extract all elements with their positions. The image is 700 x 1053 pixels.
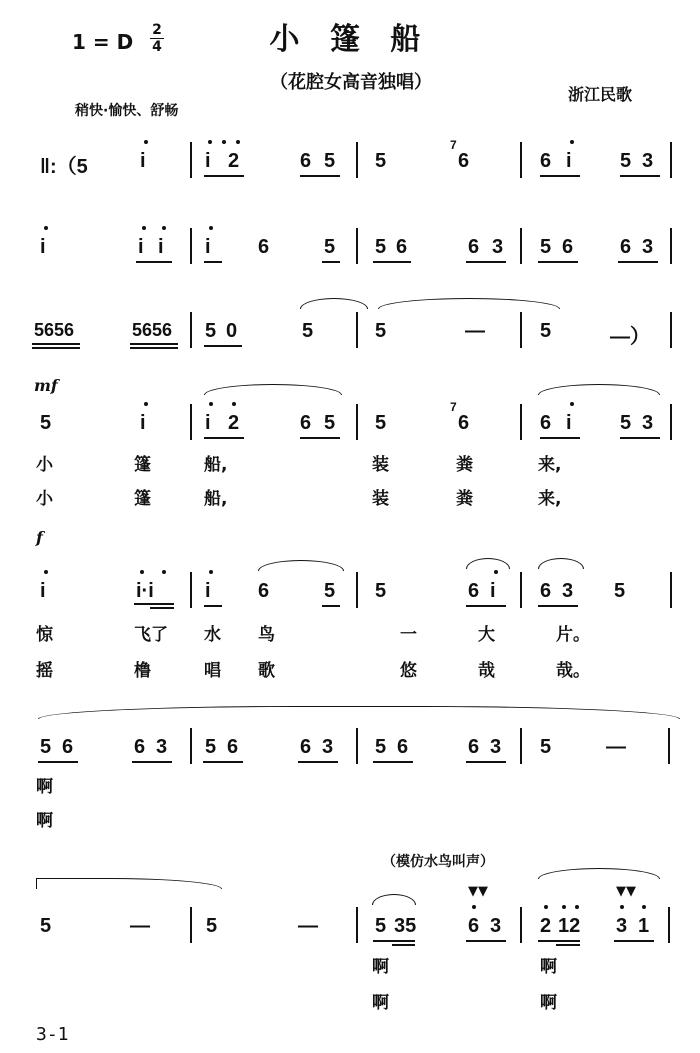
underline — [203, 761, 243, 763]
staccato-wedge-icon: ▼▼ — [468, 884, 488, 899]
note: 5 — [324, 236, 336, 258]
lyric: 啊 — [372, 993, 389, 1013]
note: 5 — [375, 736, 387, 758]
underline — [300, 437, 340, 439]
note: 6 — [468, 915, 480, 937]
underline — [620, 175, 660, 177]
note: 6 — [468, 236, 480, 258]
barline — [356, 728, 358, 764]
dynamic-f: f — [36, 528, 43, 547]
time-signature-top: 2 — [152, 22, 162, 38]
octave-dot — [570, 402, 574, 406]
lyric: 来, — [538, 455, 562, 475]
lyric: 飞了 — [134, 625, 168, 645]
note: 6 — [468, 580, 480, 602]
underline — [466, 940, 506, 942]
note: 5 — [375, 236, 387, 258]
octave-dot — [209, 402, 213, 406]
barline — [520, 907, 522, 943]
note: 6 — [300, 150, 312, 172]
note: 5 — [540, 736, 552, 758]
note: 3 — [616, 915, 628, 937]
note: 5 — [375, 915, 387, 937]
octave-dot — [642, 905, 646, 909]
barline — [668, 728, 670, 764]
tie — [300, 298, 368, 309]
note: 6 — [227, 736, 239, 758]
note: 2 — [228, 150, 240, 172]
barline — [670, 312, 672, 348]
barline — [356, 142, 358, 178]
performance-remark: （模仿水鸟叫声） — [382, 854, 494, 870]
note: 6 — [562, 236, 574, 258]
slur — [466, 558, 510, 569]
slur — [372, 894, 416, 905]
underline — [618, 261, 658, 263]
note: i — [205, 236, 211, 258]
note: 5 — [540, 320, 552, 342]
barline — [670, 142, 672, 178]
lyric: 哉 — [478, 661, 495, 681]
note: 6 — [458, 150, 470, 172]
underline — [204, 261, 222, 263]
lyric: 船, — [204, 455, 228, 475]
barline — [670, 404, 672, 440]
song-subtitle: （花腔女高音独唱） — [270, 72, 432, 93]
barline — [520, 572, 522, 608]
note: 5 — [375, 580, 387, 602]
barline — [670, 228, 672, 264]
underline — [620, 437, 660, 439]
underline — [614, 940, 654, 942]
tie — [36, 878, 222, 889]
note: 2 — [228, 412, 240, 434]
octave-dot — [236, 140, 240, 144]
underline — [32, 347, 80, 349]
underline — [300, 175, 340, 177]
underline — [322, 261, 340, 263]
note: 0 — [226, 320, 238, 342]
note: i — [205, 580, 211, 602]
note: 5 — [40, 915, 52, 937]
note: 3 — [642, 150, 654, 172]
note: 5 — [324, 580, 336, 602]
note: — — [130, 915, 150, 937]
note: 6 — [540, 580, 552, 602]
tempo-marking: 稍快·愉快、舒畅 — [75, 103, 179, 119]
underline — [130, 343, 178, 345]
note: 5656 — [132, 320, 173, 340]
barline — [520, 228, 522, 264]
note: 3 — [490, 915, 502, 937]
note: 6 — [397, 736, 409, 758]
note: 3 — [156, 736, 168, 758]
note: — — [298, 915, 318, 937]
note: 6 — [458, 412, 470, 434]
octave-dot — [208, 140, 212, 144]
note: i — [566, 150, 572, 172]
underline — [540, 437, 580, 439]
note: 6 — [540, 150, 552, 172]
underline — [373, 261, 411, 263]
underline — [204, 605, 222, 607]
barline — [356, 404, 358, 440]
lyric: 片。 — [556, 625, 590, 645]
note: 12 — [558, 915, 581, 937]
underline — [204, 175, 244, 177]
time-signature — [150, 22, 164, 55]
note: i·i — [136, 580, 154, 602]
note: 3 — [492, 236, 504, 258]
underline — [130, 347, 178, 349]
octave-dot — [44, 226, 48, 230]
note: i — [138, 236, 144, 258]
lyric: 歌 — [258, 661, 275, 681]
barline — [356, 572, 358, 608]
octave-dot — [494, 570, 498, 574]
octave-dot — [144, 140, 148, 144]
barline — [190, 142, 192, 178]
lyric: 啊 — [540, 957, 557, 977]
octave-dot — [162, 226, 166, 230]
underline — [373, 761, 413, 763]
page-number: 3-1 — [36, 1024, 69, 1045]
lyric: 一 — [400, 625, 417, 645]
note: 1 — [638, 915, 650, 937]
lyric: 小 — [36, 489, 53, 509]
underline — [134, 603, 174, 605]
note: 6 — [540, 412, 552, 434]
underline — [32, 343, 80, 345]
octave-dot — [140, 570, 144, 574]
note: 5 — [324, 150, 336, 172]
lyric: 啊 — [36, 777, 53, 797]
underline — [538, 261, 578, 263]
note: i — [205, 150, 211, 172]
barline — [190, 312, 192, 348]
lyric: 哉。 — [556, 661, 590, 681]
lyric: 啊 — [36, 811, 53, 831]
barline — [190, 728, 192, 764]
barline — [190, 404, 192, 440]
underline — [322, 605, 340, 607]
octave-dot — [144, 402, 148, 406]
note: — — [606, 736, 626, 758]
octave-dot — [544, 905, 548, 909]
octave-dot — [620, 905, 624, 909]
note: 5 — [375, 412, 387, 434]
underline — [556, 944, 580, 946]
note: i — [566, 412, 572, 434]
note: 6 — [300, 412, 312, 434]
staccato-wedge-icon: ▼▼ — [616, 884, 636, 899]
underline — [373, 940, 415, 942]
octave-dot — [142, 226, 146, 230]
lyric: 大 — [478, 625, 495, 645]
slur — [258, 560, 344, 571]
octave-dot — [562, 905, 566, 909]
octave-dot — [575, 905, 579, 909]
note: i — [140, 150, 146, 172]
lyric: 鸟 — [258, 625, 275, 645]
lyric: 水 — [204, 625, 221, 645]
lyric: 小 — [36, 455, 53, 475]
octave-dot — [209, 226, 213, 230]
lyric: 装 — [372, 455, 389, 475]
underline — [38, 761, 78, 763]
lyric: 粪 — [456, 489, 473, 509]
note: ‖:（5 — [40, 156, 88, 178]
note: 5 — [324, 412, 336, 434]
lyric: 啊 — [540, 993, 557, 1013]
note: 2 — [540, 915, 552, 937]
note: 3 — [490, 736, 502, 758]
underline — [132, 761, 172, 763]
underline — [204, 345, 242, 347]
grace-note: 7 — [450, 400, 457, 414]
lyric: 篷 — [134, 489, 151, 509]
note: i — [40, 236, 46, 258]
barline — [520, 728, 522, 764]
octave-dot — [472, 905, 476, 909]
time-signature-bottom: 4 — [150, 38, 164, 55]
slur — [538, 868, 660, 879]
underline — [392, 944, 415, 946]
lyric: 橹 — [134, 661, 151, 681]
octave-dot — [570, 140, 574, 144]
note: 3 — [322, 736, 334, 758]
barline — [356, 312, 358, 348]
octave-dot — [162, 570, 166, 574]
note: 5 — [620, 150, 632, 172]
note: 3 — [642, 412, 654, 434]
note: 5 — [614, 580, 626, 602]
note: —） — [610, 326, 650, 348]
octave-dot — [44, 570, 48, 574]
barline — [520, 142, 522, 178]
barline — [520, 312, 522, 348]
note: 6 — [468, 736, 480, 758]
slur — [38, 706, 680, 719]
note: 6 — [620, 236, 632, 258]
slur — [204, 384, 342, 395]
note: 5 — [205, 736, 217, 758]
octave-dot — [232, 402, 236, 406]
note: 6 — [258, 580, 270, 602]
note: 6 — [300, 736, 312, 758]
underline — [150, 607, 174, 609]
underline — [204, 437, 244, 439]
dynamic-mf: mf — [34, 376, 58, 395]
underline — [136, 261, 172, 263]
lyric: 船, — [204, 489, 228, 509]
barline — [190, 228, 192, 264]
note: 5 — [205, 320, 217, 342]
note: 6 — [62, 736, 74, 758]
barline — [520, 404, 522, 440]
note: — — [465, 320, 485, 342]
barline — [668, 907, 670, 943]
underline — [466, 261, 506, 263]
octave-dot — [222, 140, 226, 144]
note: 3 — [642, 236, 654, 258]
note: 6 — [258, 236, 270, 258]
note: 5 — [540, 236, 552, 258]
note: i — [40, 580, 46, 602]
note: i — [205, 412, 211, 434]
lyric: 来, — [538, 489, 562, 509]
lyric: 悠 — [400, 661, 417, 681]
barline — [190, 907, 192, 943]
octave-dot — [209, 570, 213, 574]
underline — [466, 761, 506, 763]
note: 5 — [375, 150, 387, 172]
underline — [466, 605, 506, 607]
note: 6 — [396, 236, 408, 258]
note: i — [490, 580, 496, 602]
underline — [298, 761, 338, 763]
lyric: 摇 — [36, 661, 53, 681]
underline — [538, 605, 578, 607]
slur — [538, 384, 660, 395]
note: 6 — [134, 736, 146, 758]
key-signature: 1 = D — [72, 30, 134, 54]
note: 5 — [302, 320, 314, 342]
note: 5 — [206, 915, 218, 937]
note: 5 — [40, 412, 52, 434]
song-title: 小 篷 船 — [269, 22, 431, 57]
song-origin: 浙江民歌 — [568, 85, 633, 104]
lyric: 篷 — [134, 455, 151, 475]
note: i — [158, 236, 164, 258]
lyric: 唱 — [204, 661, 221, 681]
note: i — [140, 412, 146, 434]
barline — [190, 572, 192, 608]
barline — [670, 572, 672, 608]
note: 5 — [40, 736, 52, 758]
note: 5656 — [34, 320, 75, 340]
note: 5 — [375, 320, 387, 342]
note: 5 — [620, 412, 632, 434]
lyric: 惊 — [36, 625, 53, 645]
barline — [356, 907, 358, 943]
underline — [540, 175, 580, 177]
grace-note: 7 — [450, 138, 457, 152]
underline — [538, 940, 580, 942]
barline — [356, 228, 358, 264]
note: 3 — [562, 580, 574, 602]
lyric: 啊 — [372, 957, 389, 977]
slur — [538, 558, 584, 569]
lyric: 粪 — [456, 455, 473, 475]
note: 35 — [394, 915, 417, 937]
tie — [378, 298, 560, 309]
lyric: 装 — [372, 489, 389, 509]
